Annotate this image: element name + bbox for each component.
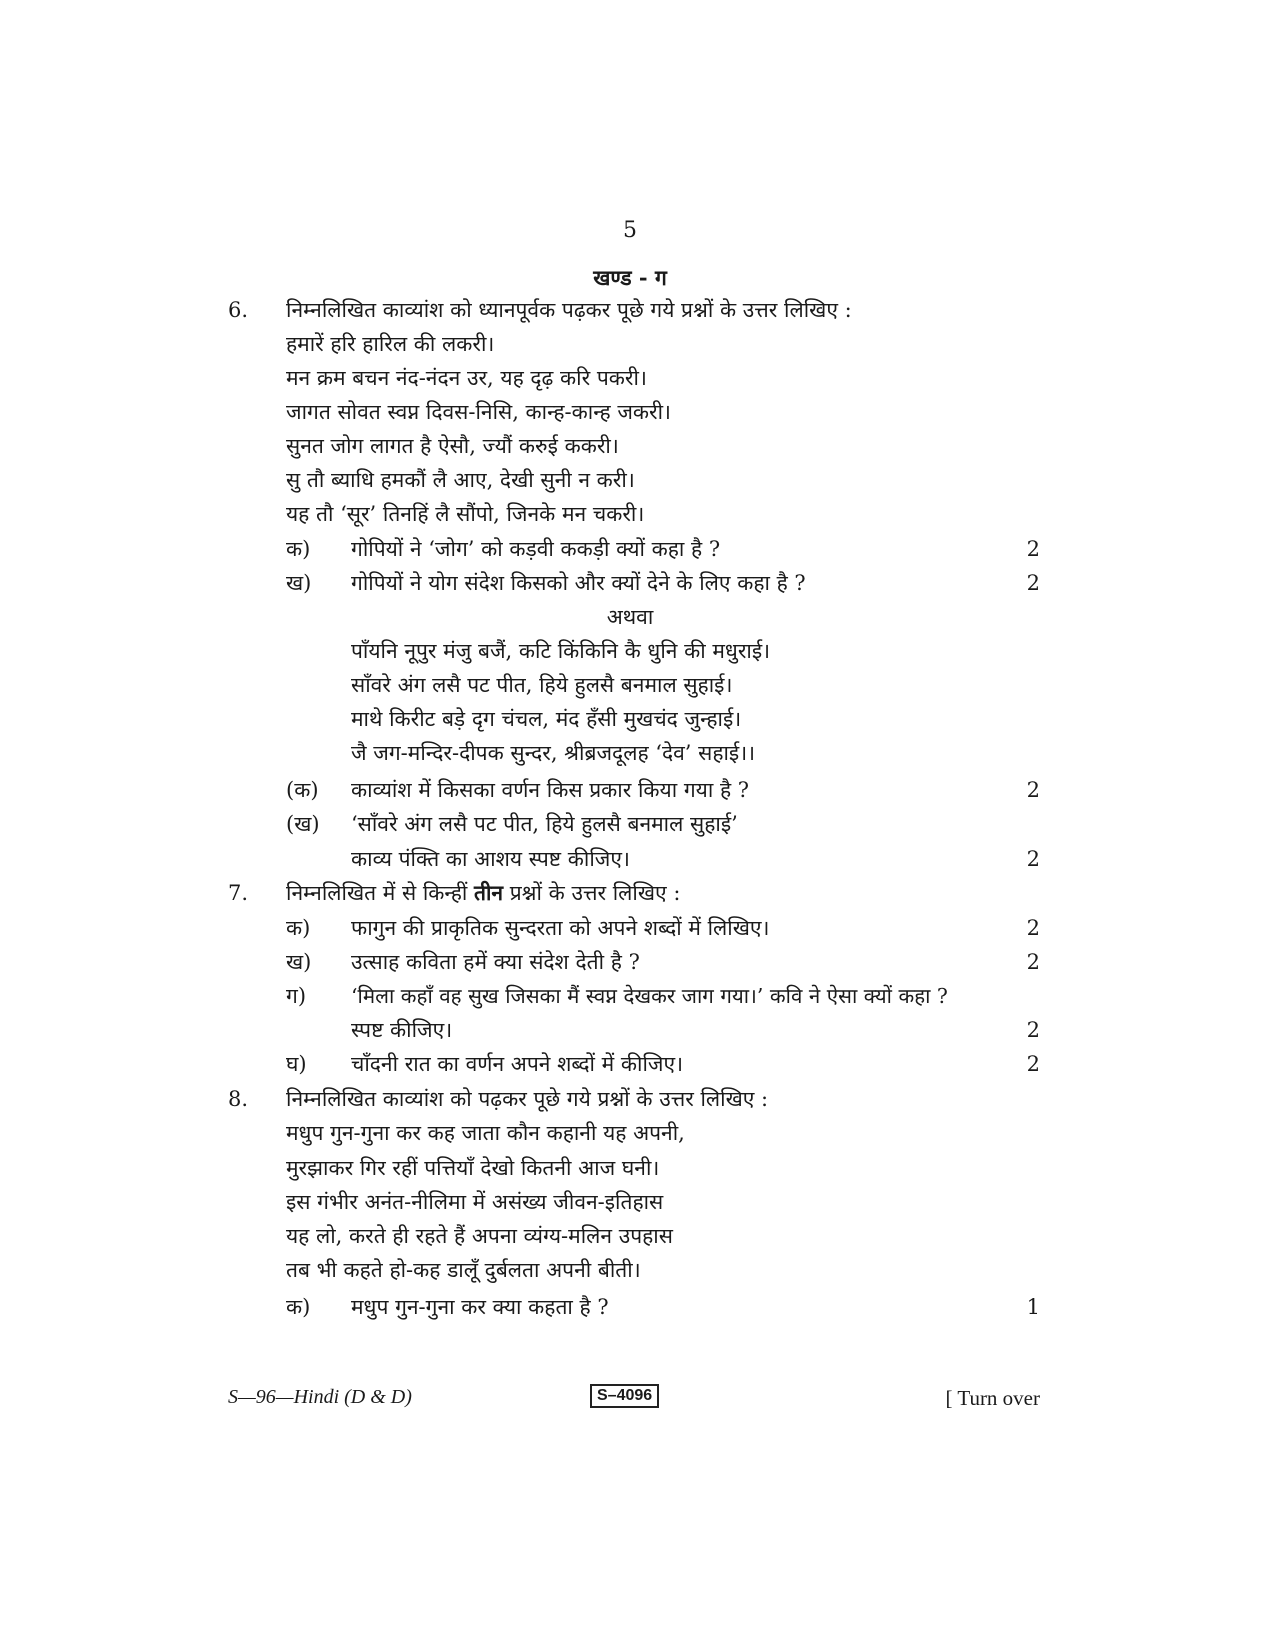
page-number: 5 [623,218,637,243]
marks: 2 [1026,950,1040,974]
marks: 2 [1026,916,1040,940]
poem-line: जागत सोवत स्वप्न दिवस-निसि, कान्ह-कान्ह जकरी। [286,400,672,424]
poem-line: हमारें हरि हारिल की लकरी। [286,332,495,356]
marks: 1 [1026,1295,1040,1319]
footer-subject-code: S—96—Hindi (D & D) [228,1386,412,1408]
subquestion-label: क) [286,916,311,940]
subquestion-label: ख) [286,571,312,595]
poem-line: सु तौ ब्याधि हमकौं लै आए, देखी सुनी न करी। [286,468,635,492]
poem-line: इस गंभीर अनंत-नीलिमा में असंख्य जीवन-इतिहास [286,1190,664,1214]
subquestion-text-continued: स्पष्ट कीजिए। [351,1018,453,1042]
subquestion-label: ख) [286,950,312,974]
subquestion-text: उत्साह कविता हमें क्या संदेश देती है ? [351,950,640,974]
subquestion-text: गोपियों ने योग संदेश किसको और क्यों देने के लिए कहा है ? [351,571,806,595]
question-number: 7. [228,881,249,905]
poem-line: यह लो, करते ही रहते हैं अपना व्यंग्य-मलिन उपहास [286,1224,673,1248]
question-number: 8. [228,1087,249,1111]
marks: 2 [1026,1052,1040,1076]
poem-line: यह तौ ‘सूर’ तिनहिं लै सौंपो, जिनके मन चकरी। [286,502,645,526]
subquestion-label: क) [286,1295,311,1319]
marks: 2 [1026,1018,1040,1042]
subquestion-text: गोपियों ने ‘जोग’ को कड़वी ककड़ी क्यों कहा है ? [351,537,721,561]
turn-over-note: [ Turn over [945,1386,1040,1410]
poem-line: मधुप गुन-गुना कर कह जाता कौन कहानी यह अपनी, [286,1121,685,1145]
marks: 2 [1026,571,1040,595]
alt-poem-line: साँवरे अंग लसै पट पीत, हिये हुलसै बनमाल सुहाई। [351,673,733,697]
subquestion-text: ‘साँवरे अंग लसै पट पीत, हिये हुलसै बनमाल सुहाई’ [351,812,738,836]
subquestion-text: ‘मिला कहाँ वह सुख जिसका मैं स्वप्न देखकर जाग गया।’ कवि ने ऐसा क्यों कहा ? [351,984,948,1008]
subquestion-label: ग) [286,984,307,1008]
poem-line: सुनत जोग लागत है ऐसौ, ज्यौं करुई ककरी। [286,434,619,458]
alt-poem-line: जै जग-मन्दिर-दीपक सुन्दर, श्रीब्रजदूलह ‘देव’ सहाई।। [351,741,756,765]
emphasis-three: तीन [473,880,504,905]
question-number: 6. [228,298,249,322]
poem-line: मुरझाकर गिर रहीं पत्तियाँ देखो कितनी आज घनी। [286,1156,660,1180]
subquestion-label: (क) [286,778,319,802]
question-instruction: निम्नलिखित में से किन्हीं तीन प्रश्नों के उत्तर लिखिए : [286,880,681,905]
alt-poem-line: माथे किरीट बड़े दृग चंचल, मंद हँसी मुखचंद जुन्हाई। [351,707,742,731]
subquestion-text-continued: काव्य पंक्ति का आशय स्पष्ट कीजिए। [351,847,630,871]
subquestion-label: क) [286,537,311,561]
subquestion-text: फागुन की प्राकृतिक सुन्दरता को अपने शब्दों में लिखिए। [351,916,770,940]
alt-poem-line: पाँयनि नूपुर मंजु बजैं, कटि किंकिनि कै धुनि की मधुराई। [351,639,771,663]
subquestion-text: काव्यांश में किसका वर्णन किस प्रकार किया गया है ? [351,778,750,802]
question-instruction: निम्नलिखित काव्यांश को पढ़कर पूछे गये प्रश्नों के उत्तर लिखिए : [286,1087,769,1111]
subquestion-label: (ख) [286,812,320,836]
marks: 2 [1026,778,1040,802]
subquestion-text: चाँदनी रात का वर्णन अपने शब्दों में कीजिए। [351,1052,684,1076]
subquestion-text: मधुप गुन-गुना कर क्या कहता है ? [351,1295,609,1319]
marks: 2 [1026,537,1040,561]
footer-paper-code: S–4096 [590,1384,659,1408]
or-label: अथवा [606,605,654,629]
section-title: खण्ड - ग [593,265,667,290]
subquestion-label: घ) [286,1052,307,1076]
poem-line: मन क्रम बचन नंद-नंदन उर, यह दृढ़ करि पकरी। [286,366,647,390]
marks: 2 [1026,847,1040,871]
question-instruction: निम्नलिखित काव्यांश को ध्यानपूर्वक पढ़कर पूछे गये प्रश्नों के उत्तर लिखिए : [286,298,852,322]
poem-line: तब भी कहते हो-कह डालूँ दुर्बलता अपनी बीती। [286,1258,641,1282]
